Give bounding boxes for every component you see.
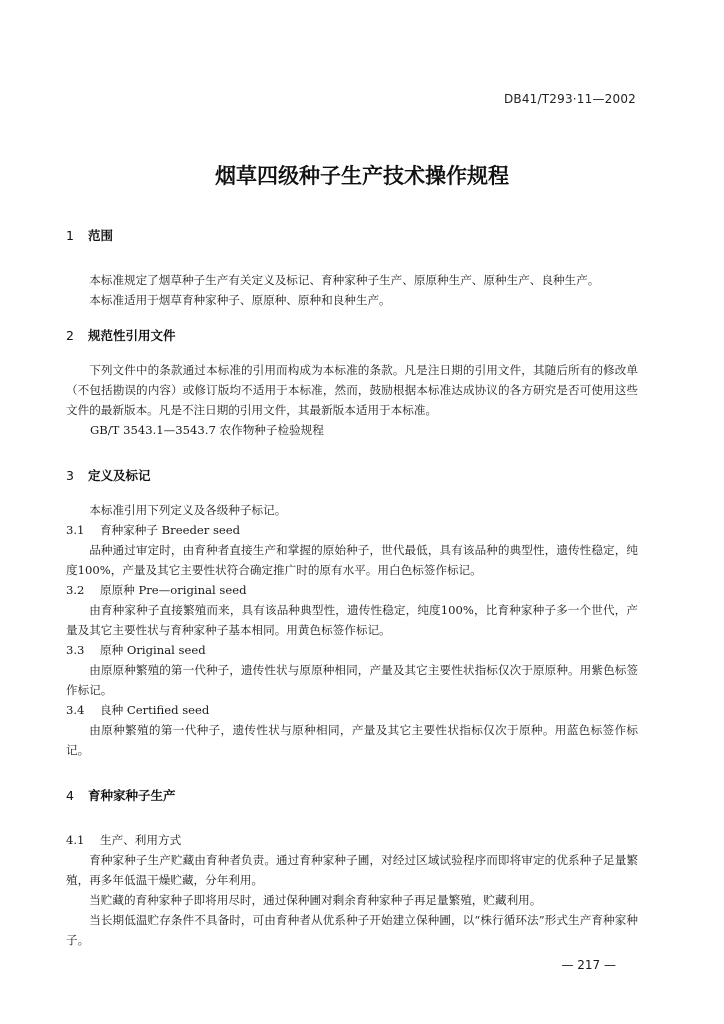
- section-2-heading: [66, 326, 638, 344]
- section-2-paragraph: 下列文件中的条款通过本标准的引用而构成为本标准的条款。凡是注日期的引用文件，其随后所有的修改单（不包括勘误的内容）或修订版均不适用于本标准，然而，鼓励根据本标准达成协议的各方研究是否可使用这些文件的最新版本。凡是不注日期的引用文件，其最新版本适用于本标准。: [66, 363, 638, 417]
- section-1-paragraph-1: 本标准规定了烟草种子生产有关定义及标记、育种家种子生产、原原种生产、原种生产、良种生产。: [89, 273, 600, 287]
- definition-heading: [66, 520, 638, 540]
- section-3-intro: 本标准引用下列定义及各级种子标记。: [89, 503, 287, 517]
- section-number: 2: [66, 328, 74, 343]
- section-number: 1: [66, 228, 74, 243]
- definition-heading: [66, 640, 638, 660]
- definition-term: 原原种 Pre—original seed: [100, 583, 247, 597]
- definition-text: 由原种繁殖的第一代种子，遗传性状与原种相同，产量及其它主要性状指标仅次于原种。用蓝色标签作标记。: [66, 723, 638, 757]
- section-title: 规范性引用文件: [88, 328, 176, 343]
- subsection-title: 生产、利用方式: [100, 833, 182, 847]
- standard-code: DB41/T293·11—2002: [503, 92, 636, 106]
- definition-term: 原种 Original seed: [100, 643, 206, 657]
- definition-heading: [66, 700, 638, 720]
- section-4-heading: [66, 786, 638, 804]
- section-number: 3: [66, 468, 74, 483]
- document-body: [66, 226, 638, 950]
- section-4-paragraph-2: 当贮藏的育种家种子即将用尽时，通过保种圃对剩余育种家种子再足量繁殖，贮藏利用。: [89, 893, 542, 907]
- definition-heading: [66, 580, 638, 600]
- definition-text: 品种通过审定时，由育种者直接生产和掌握的原始种子，世代最低，具有该品种的典型性，遗传性稳定，纯度100%，产量及其它主要性状符合确定推广时的原有水平。用白色标签作标记。: [66, 543, 638, 577]
- section-title: 育种家种子生产: [88, 788, 176, 803]
- section-1-paragraph-2: 本标准适用于烟草育种家种子、原原种、原种和良种生产。: [89, 293, 391, 307]
- definition-text: 由育种家种子直接繁殖而来，具有该品种典型性，遗传性稳定，纯度100%，比育种家种子多一个世代，产量及其它主要性状与育种家种子基本相同。用黄色标签作标记。: [66, 603, 638, 637]
- section-4-paragraph-3: 当长期低温贮存条件不具备时，可由育种者从优系种子开始建立保种圃，以“株行循环法”形式生产育种家种子。: [66, 913, 638, 947]
- definition-number: 3.2: [66, 583, 85, 597]
- definition-number: 3.3: [66, 643, 85, 657]
- section-3-heading: [66, 466, 638, 484]
- definition-number: 3.4: [66, 703, 85, 717]
- document-title: 烟草四级种子生产技术操作规程: [215, 164, 509, 188]
- definition-term: 良种 Certified seed: [100, 703, 210, 717]
- definition-term: 育种家种子 Breeder seed: [100, 523, 241, 537]
- section-number: 4: [66, 788, 74, 803]
- subsection-heading: [66, 830, 638, 850]
- section-title: 范围: [88, 228, 114, 243]
- page-number: — 217 —: [561, 958, 616, 972]
- subsection-number: 4.1: [66, 833, 85, 847]
- section-4-paragraph-1: 育种家种子生产贮藏由育种者负责。通过育种家种子圃，对经过区域试验程序而即将审定的优系种子足量繁殖，再多年低温干燥贮藏，分年利用。: [66, 853, 638, 887]
- definition-number: 3.1: [66, 523, 85, 537]
- section-title: 定义及标记: [88, 468, 151, 483]
- definition-text: 由原原种繁殖的第一代种子，遗传性状与原原种相同，产量及其它主要性状指标仅次于原原种。用紫色标签作标记。: [66, 663, 638, 697]
- section-1-heading: [66, 226, 638, 244]
- normative-reference: GB/T 3543.1—3543.7 农作物种子检验规程: [90, 423, 324, 437]
